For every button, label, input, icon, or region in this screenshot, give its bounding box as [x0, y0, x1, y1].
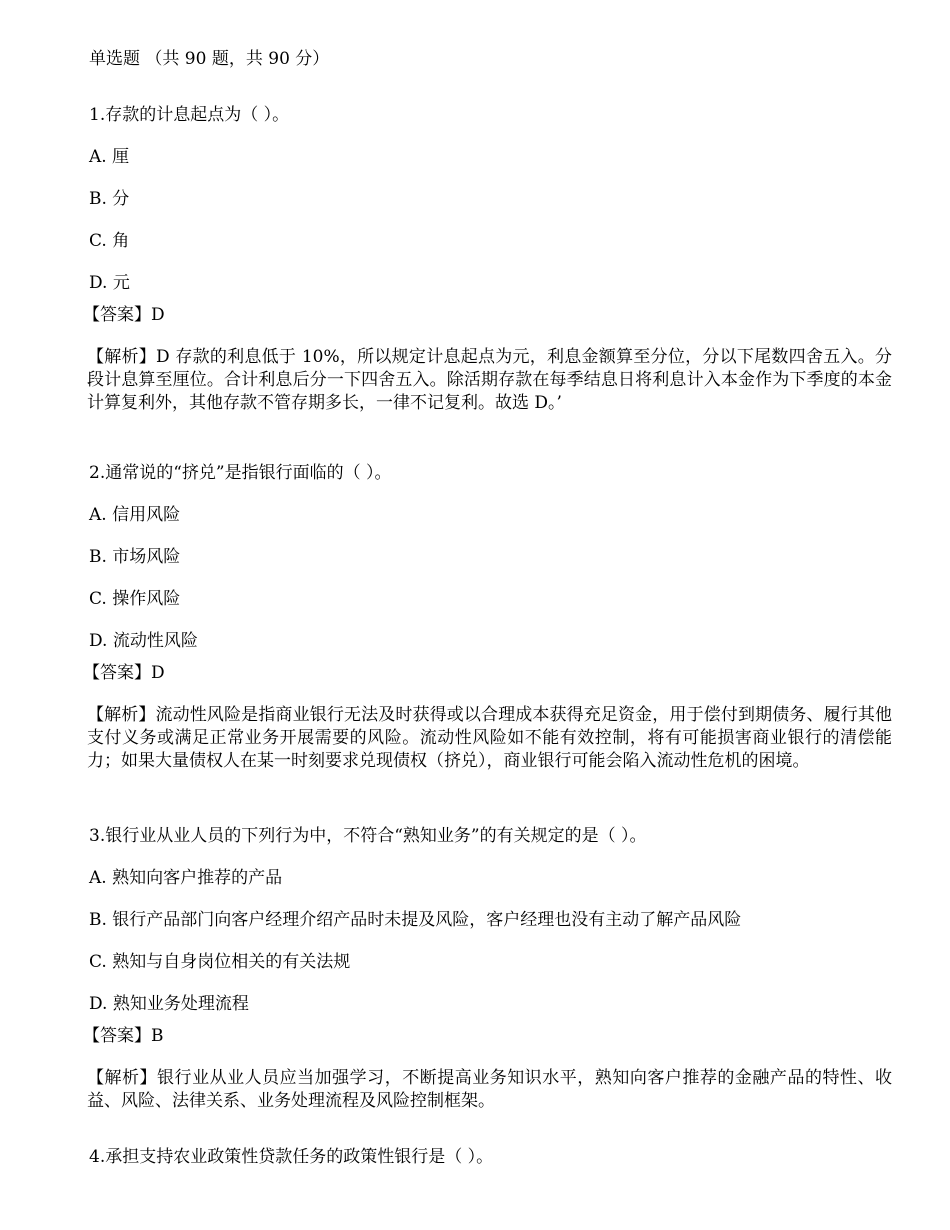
option-b: B. 市场风险 [89, 547, 181, 567]
answer: 【答案】B [83, 1026, 164, 1046]
analysis: 【解析】流动性风险是指商业银行无法及时获得或以合理成本获得充足资金，用于偿付到期债务、履行其他支付义务或满足正常业务开展需要的风险。流动性风险如不能有效控制，将有可能损害商业银行的清偿能力；如果大量债权人在某一时刻要求兑现债权（挤兑），商业银行可能会陷入流动性危机的困境。 [87, 705, 892, 771]
option-d: D. 流动性风险 [89, 631, 198, 651]
option-c: C. 角 [89, 231, 130, 251]
option-d: D. 熟知业务处理流程 [89, 994, 249, 1014]
option-c: C. 操作风险 [89, 589, 181, 609]
question-3 [83, 825, 892, 1113]
question-4 [89, 1146, 892, 1168]
section-header: 单选题 （共 90 题，共 90 分） [89, 49, 330, 69]
analysis: 【解析】D 存款的利息低于 10%，所以规定计息起点为元，利息金额算至分位，分以下尾数四舍五入。分段计息算至厘位。合计利息后分一下四舍五入。除活期存款在每季结息日将利息计入本金作为下季度的本金计算复利外，其他存款不管存期多长，一律不记复利。故选 D。’ [87, 347, 892, 413]
question-1 [83, 104, 892, 415]
option-a: A. 信用风险 [89, 505, 181, 525]
option-b: B. 银行产品部门向客户经理介绍产品时未提及风险，客户经理也没有主动了解产品风险 [89, 910, 742, 930]
question-2 [83, 462, 892, 773]
option-a: A. 熟知向客户推荐的产品 [89, 868, 283, 888]
question-stem: 3.银行业从业人员的下列行为中，不符合“熟知业务”的有关规定的是（ ）。 [89, 826, 647, 846]
option-b: B. 分 [89, 189, 130, 209]
answer: 【答案】D [83, 663, 165, 683]
option-a: A. 厘 [89, 147, 130, 167]
question-stem: 1.存款的计息起点为（ ）。 [89, 105, 290, 125]
option-d: D. 元 [89, 273, 130, 293]
answer: 【答案】D [83, 305, 165, 325]
question-stem: 4.承担支持农业政策性贷款任务的政策性银行是（ ）。 [89, 1147, 494, 1167]
question-stem: 2.通常说的“挤兑”是指银行面临的（ ）。 [89, 463, 392, 483]
option-c: C. 熟知与自身岗位相关的有关法规 [89, 952, 351, 972]
analysis: 【解析】银行业从业人员应当加强学习，不断提高业务知识水平，熟知向客户推荐的金融产品的特性、收益、风险、法律关系、业务处理流程及风险控制框架。 [87, 1068, 892, 1111]
